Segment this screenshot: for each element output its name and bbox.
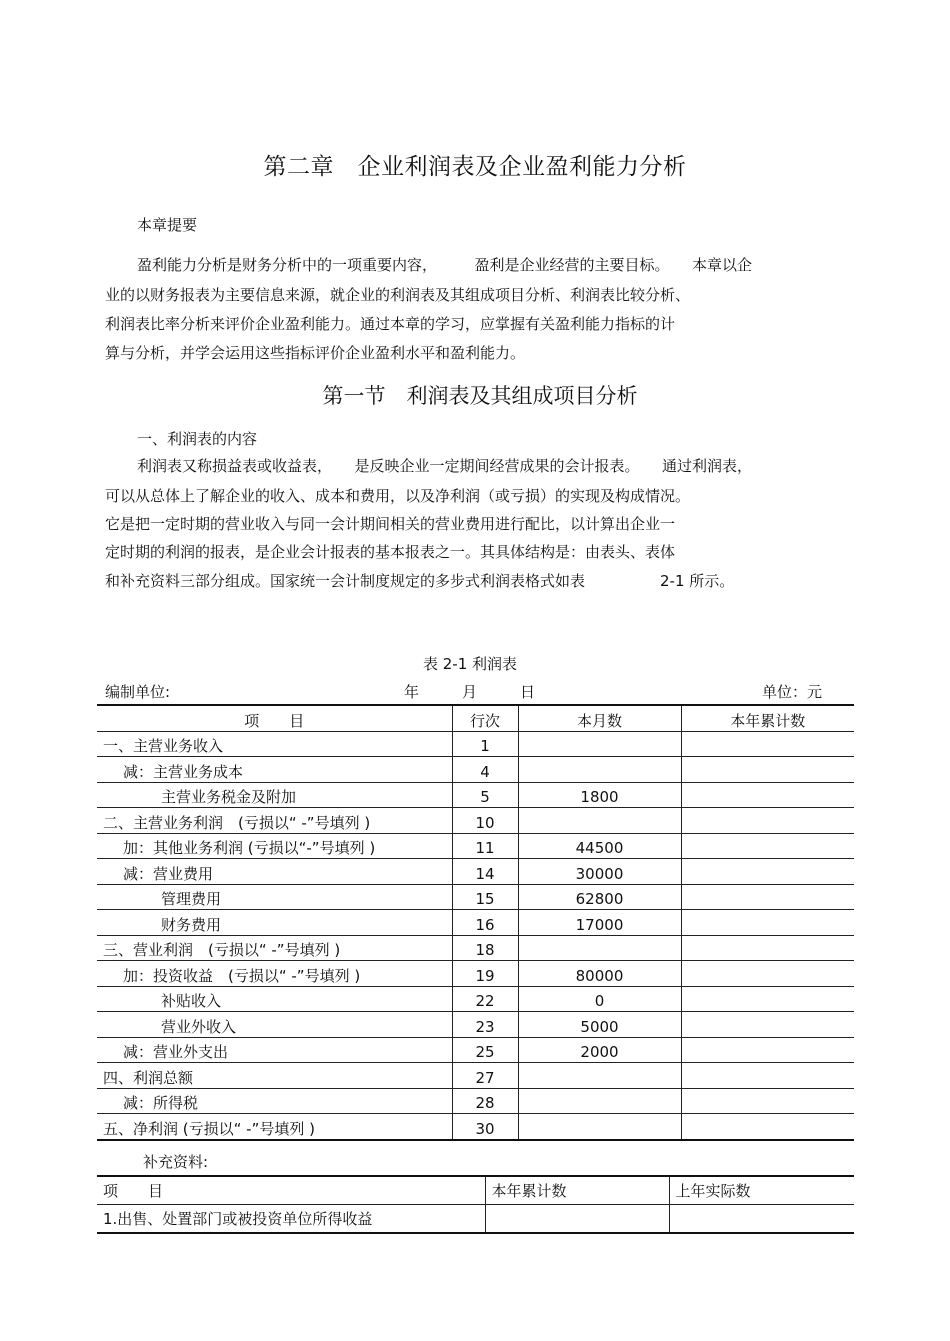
row-year-total [681,757,854,783]
table-row [97,986,854,1012]
table-row [97,1205,854,1234]
row-item: 财务费用 [97,910,452,936]
table-row [97,859,854,885]
row-item: 减：主营业务成本 [97,757,452,783]
row-month: 2000 [518,1037,681,1063]
column-header: 行次 [452,705,518,731]
row-line: 30 [452,1114,518,1140]
row-month: 5000 [518,1012,681,1038]
row-month [518,808,681,834]
row-item: 补贴收入 [97,986,452,1012]
section-title: 第一节 利润表及其组成项目分析 [322,384,638,408]
table-row [97,1037,854,1063]
column-header: 上年实际数 [669,1176,854,1205]
column-header: 本年累计数 [485,1176,669,1205]
row-year-total [681,731,854,757]
summary-heading: 本章提要 [137,216,198,234]
table-row [97,935,854,961]
row-month: 44500 [518,833,681,859]
column-header: 项 目 [97,1176,485,1205]
unit-label: 编制单位: [105,683,171,701]
row-year-total [681,986,854,1012]
row-year-total [681,1037,854,1063]
table-row [97,731,854,757]
row-month: 1800 [518,782,681,808]
row-month [518,731,681,757]
row-year-total [681,1063,854,1089]
row-month [518,1063,681,1089]
row-year-total [681,1114,854,1140]
table-row [97,1088,854,1114]
row-year-total [681,884,854,910]
row-item: 四、利润总额 [97,1063,452,1089]
row-line: 10 [452,808,518,834]
row-line: 27 [452,1063,518,1089]
row-line: 22 [452,986,518,1012]
row-line: 28 [452,1088,518,1114]
row-item: 减：营业外支出 [97,1037,452,1063]
row-previous [669,1205,854,1234]
row-item: 五、净利润 (亏损以“ -”号填列 ) [97,1114,452,1140]
day-label: 日 [520,683,536,701]
row-year-total [681,1012,854,1038]
row-item: 减：所得税 [97,1088,452,1114]
summary-line: 算与分析，并学会运用这些指标评价企业盈利水平和盈利能力。 [105,344,526,362]
table-header-row [97,705,854,731]
subsection-heading: 一、利润表的内容 [137,430,258,448]
month-label: 月 [462,683,478,701]
row-year-total [681,833,854,859]
row-year-total [681,782,854,808]
body-line: 可以从总体上了解企业的收入、成本和费用，以及净利润（或亏损）的实现及构成情况。 [105,487,691,505]
row-line: 19 [452,961,518,987]
row-item: 加：其他业务利润 (亏损以“-”号填列 ) [97,833,452,859]
row-item: 一、主营业务收入 [97,731,452,757]
summary-line: 利润表比率分析来评价企业盈利能力。通过本章的学习，应掌握有关盈利能力指标的计 [105,315,676,333]
table-row [97,910,854,936]
row-line: 11 [452,833,518,859]
row-item: 1.出售、处置部门或被投资单位所得收益 [97,1205,485,1234]
body-line: 利润表又称损益表或收益表， 是反映企业一定期间经营成果的会计报表。 通过利润表， [137,457,753,475]
row-year-total [681,808,854,834]
row-item: 三、营业利润 (亏损以“ -”号填列 ) [97,935,452,961]
row-month: 17000 [518,910,681,936]
row-year-total [681,961,854,987]
row-line: 23 [452,1012,518,1038]
column-header: 本年累计数 [681,705,854,731]
table-row [97,833,854,859]
row-month: 80000 [518,961,681,987]
table-row [97,1114,854,1140]
table-row [97,1012,854,1038]
table-row [97,1063,854,1089]
table-row [97,884,854,910]
table-caption: 表 2-1 利润表 [422,655,518,673]
table-row [97,757,854,783]
row-item: 二、主营业务利润 (亏损以“ -”号填列 ) [97,808,452,834]
table-header-row [97,1176,854,1205]
year-label: 年 [404,683,420,701]
row-month [518,1114,681,1140]
currency-label: 单位：元 [762,683,823,701]
column-header: 本月数 [518,705,681,731]
table-row [97,808,854,834]
chapter-title: 第二章 企业利润表及企业盈利能力分析 [263,154,687,180]
supplementary-label: 补充资料: [143,1153,209,1171]
row-month: 62800 [518,884,681,910]
row-item: 减：营业费用 [97,859,452,885]
row-item: 管理费用 [97,884,452,910]
income-statement-table [97,704,854,1141]
row-line: 15 [452,884,518,910]
row-current [485,1205,669,1234]
row-line: 5 [452,782,518,808]
row-year-total [681,935,854,961]
row-item: 主营业务税金及附加 [97,782,452,808]
table-row [97,961,854,987]
row-line: 16 [452,910,518,936]
row-line: 25 [452,1037,518,1063]
row-month [518,935,681,961]
row-month: 30000 [518,859,681,885]
row-year-total [681,859,854,885]
summary-line: 业的以财务报表为主要信息来源，就企业的利润表及其组成项目分析、利润表比较分析、 [105,286,691,304]
body-line: 它是把一定时期的营业收入与同一会计期间相关的营业费用进行配比，以计算出企业一 [105,515,676,533]
row-line: 18 [452,935,518,961]
row-year-total [681,910,854,936]
row-month: 0 [518,986,681,1012]
row-line: 14 [452,859,518,885]
row-month [518,757,681,783]
row-month [518,1088,681,1114]
body-line: 和补充资料三部分组成。国家统一会计制度规定的多步式利润表格式如表 2-1 所示。 [105,572,735,590]
row-item: 营业外收入 [97,1012,452,1038]
row-year-total [681,1088,854,1114]
supplementary-table [97,1175,854,1234]
row-item: 加：投资收益 (亏损以“ -”号填列 ) [97,961,452,987]
summary-line: 盈利能力分析是财务分析中的一项重要内容， 盈利是企业经营的主要目标。 本章以企 [137,256,753,274]
row-line: 4 [452,757,518,783]
column-header: 项 目 [97,705,452,731]
row-line: 1 [452,731,518,757]
table-row [97,782,854,808]
body-line: 定时期的利润的报表，是企业会计报表的基本报表之一。其具体结构是：由表头、表体 [105,543,676,561]
